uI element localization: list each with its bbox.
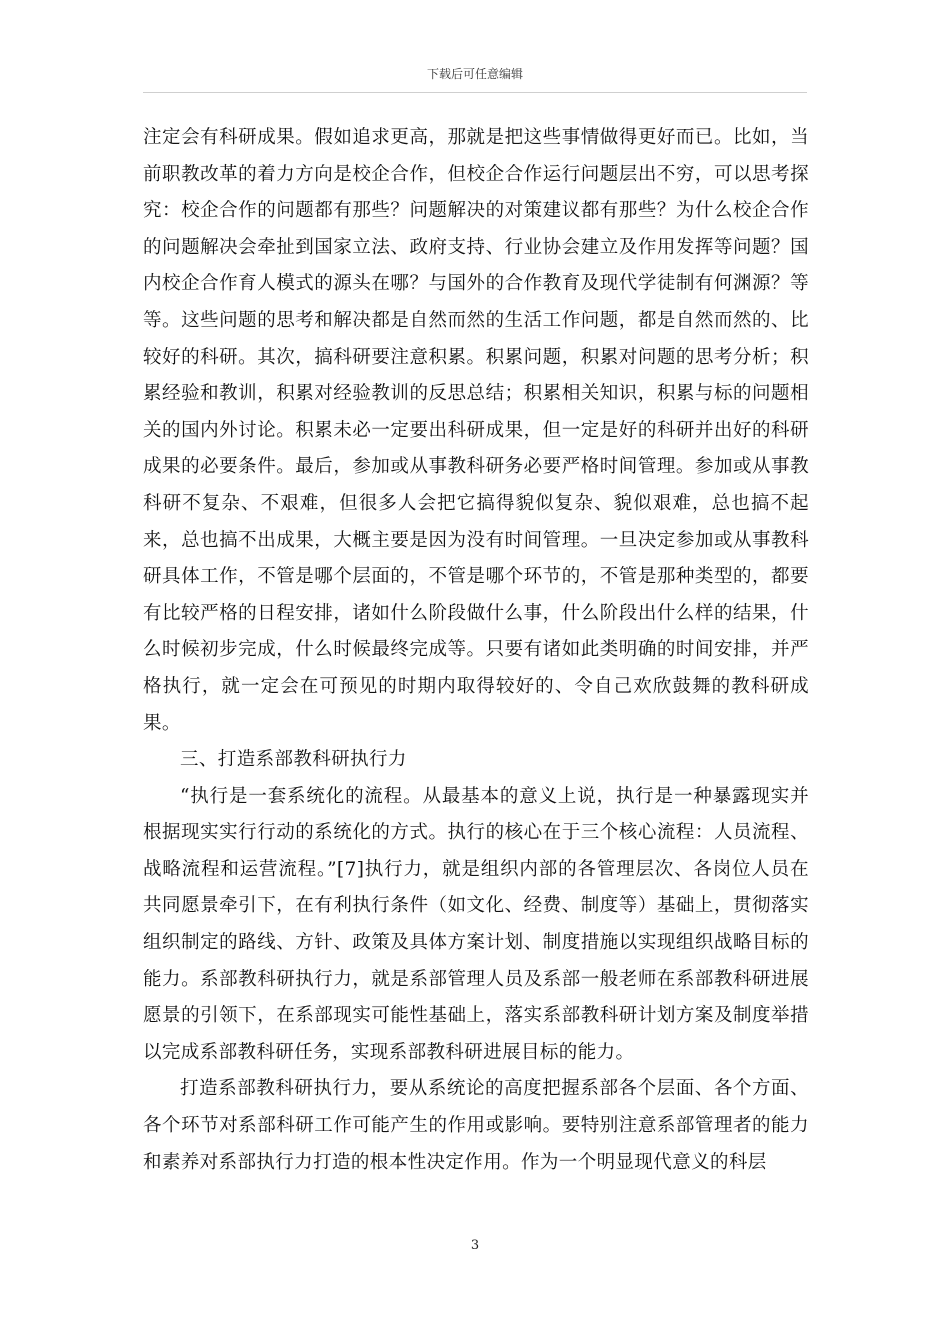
- paragraph-continuation: 注定会有科研成果。假如追求更高，那就是把这些事情做得更好而已。比如，当前职教改革的着力方向是校企合作，但校企合作运行问题层出不穷，可以思考探究：校企合作的问题都有那些？问题解决的对策建议都有那些？为什么校企合作的问题解决会牵扯到国家立法、政府支持、行业协会建立及作用发挥等问题？国内校企合作育人模式的源头在哪？与国外的合作教育及现代学徒制有何渊源？等等。这些问题的思考和解决都是自然而然的生活工作问题，都是自然而然的、比较好的科研。其次，搞科研要注意积累。积累问题，积累对问题的思考分析；积累经验和教训，积累对经验教训的反思总结；积累相关知识，积累与标的问题相关的国内外讨论。积累未必一定要出科研成果，但一定是好的科研并出好的科研成果的必要条件。最后，参加或从事教科研务必要严格时间管理。参加或从事教科研不复杂、不艰难，但很多人会把它搞得貌似复杂、貌似艰难，总也搞不起来，总也搞不出成果，大概主要是因为没有时间管理。一旦决定参加或从事教科研具体工作，不管是哪个层面的，不管是哪个环节的，不管是那种类型的，都要有比较严格的日程安排，诸如什么阶段做什么事，什么阶段出什么样的结果，什么时候初步完成，什么时候最终完成等。只要有诸如此类明确的时间安排，并严格执行，就一定会在可预见的时期内取得较好的、令自己欢欣鼓舞的教科研成果。: [143, 127, 809, 734]
- paragraph-building-execution: 打造系部教科研执行力，要从系统论的高度把握系部各个层面、各个方面、各个环节对系部科研工作可能产生的作用或影响。要特别注意系部管理者的能力和素养对系部执行力打造的根本性决定作用。作为一个明显现代意义的科层: [143, 1078, 809, 1173]
- section-heading: 三、打造系部教科研执行力: [180, 749, 407, 771]
- page-number: 3: [470, 1238, 480, 1253]
- page-header: 下载后可任意编辑: [426, 67, 523, 81]
- paragraph-execution-definition: “执行是一套系统化的流程。从最基本的意义上说，执行是一种暴露现实并根据现实实行行动的系统化的方式。执行的核心在于三个核心流程：人员流程、战略流程和运营流程。”[7]执行力，就是组织内部的各管理层次、各岗位人员在共同愿景牵引下，在有利执行条件（如文化、经费、制度等）基础上，贯彻落实组织制定的路线、方针、政策及具体方案计划、制度措施以实现组织战略目标的能力。系部教科研执行力，就是系部管理人员及系部一般老师在系部教科研进展愿景的引领下，在系部现实可能性基础上，落实系部教科研计划方案及制度举措以完成系部教科研任务，实现系部教科研进展目标的能力。: [143, 785, 809, 1063]
- header-divider: [143, 92, 807, 93]
- document-body: [143, 120, 809, 1181]
